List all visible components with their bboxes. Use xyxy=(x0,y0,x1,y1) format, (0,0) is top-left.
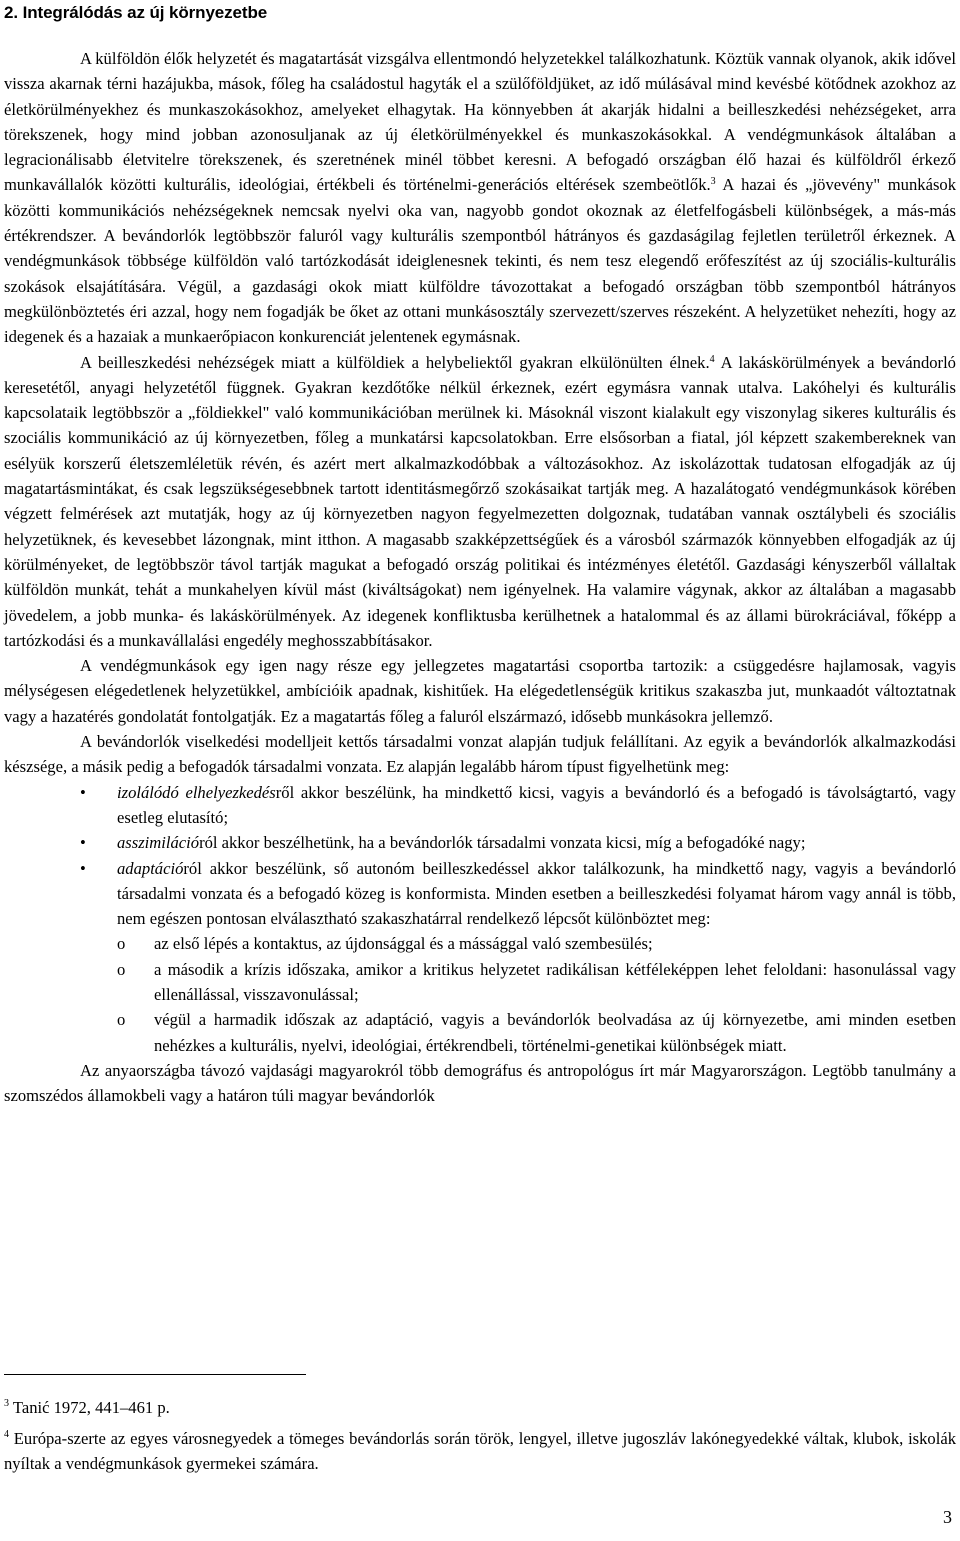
footnote-ref-3: 3 xyxy=(710,176,716,188)
footnote-3 xyxy=(4,1395,956,1420)
footnotes xyxy=(4,1395,956,1476)
bullet-marker: • xyxy=(80,833,86,853)
footnote-4 xyxy=(4,1426,956,1476)
bullet-text: ról akkor beszélünk, ső autonóm beilleszkedéssel akkor találkozunk, ha mindkettő nagy, vagyis a bevándorló társadalmi vonzata és a befogadó közeg is konformista. Minden esetben a beilleszkedési folyamat három vagy annál is több, nem egészen pontosan elválasztható szakaszhatárral rendelkező lépcsőt különböztet meg: xyxy=(117,858,956,929)
sub-item xyxy=(117,957,956,1008)
bullet-term: asszimiláció xyxy=(117,833,200,853)
paragraph-3: A vendégmunkások egy igen nagy része egy jellegzetes magatartási csoportba tartozik: a csüggedésre hajlamosak, vagyis mélységesen elégedetlenek helyzetükkel, ambícióik apadnak, kishitűek. Ha elégedetlenségük kritikus szakaszba jut, munkaadót változtatnak vagy a hazatérés gondolatát fontolgatják. Ez a magatartás főleg a faluról elszármazó, idősebb munkásokra jellemző. xyxy=(4,656,956,726)
bullet-marker: • xyxy=(80,782,86,802)
bullet-term: adaptáció xyxy=(117,858,184,878)
footnote-text: Tanić 1972, 441–461 p. xyxy=(9,1398,170,1417)
bullet-list xyxy=(4,780,956,1058)
bullet-item xyxy=(4,856,956,1058)
paragraph-1-continued: A hazai és „jövevény" munkások közötti kommunikációs nehézségeknek nemcsak nyelvi oka van, nagyobb gondot okoznak az életfelfogásbeli különbségek, a más-más értékrendszer. A bevándorlók legtöbbször faluról vagy kulturális szempontból hátrányos és gazdaságilag fejletlen területről érkeznek. A vendégmunkások többsége külföldön való tartózkodását ideiglenesnek tekinti, és nem tesz elegendő erőfeszítést az új szociális-kulturális szokások elsajátítására. Végül, a gazdasági okok miatt külföldre távozottakat a befogadó országban több szempontból hátrányos megkülönböztetés éri azzal, hogy nem fogadják be őket az ottani munkásosztály szervezett/szerves részeként. A helyzetüket nehezíti, hogy az idegenek és a hazaiak a munkaerőpiacon konkurenciát jelentenek egymásnak. xyxy=(4,175,956,347)
page-number: 3 xyxy=(943,1507,952,1527)
bullet-text: ról akkor beszélhetünk, ha a bevándorlók társadalmi vonzata kicsi, míg a befogadóké nagy; xyxy=(199,833,806,853)
paragraph-4: A bevándorlók viselkedési modelljeit kettős társadalmi vonzat alapján tudjuk felállítani. Az egyik a bevándorlók alkalmazkodási készsége, a másik pedig a befogadók társadalmi vonzata. Ez alapján legalább három típust figyelhetünk meg: xyxy=(4,732,956,777)
paragraph-2 xyxy=(4,350,956,654)
footnote-divider xyxy=(4,1374,306,1375)
bullet-item xyxy=(4,780,956,831)
paragraph-1 xyxy=(4,46,956,350)
sub-item-text: az első lépés a kontaktus, az újdonsággal és a mássággal való szembesülés; xyxy=(154,934,653,954)
sub-marker: o xyxy=(117,934,126,954)
sub-marker: o xyxy=(117,1010,126,1030)
footnote-number: 4 xyxy=(4,1429,9,1440)
sub-list xyxy=(117,931,956,1057)
bullet-item xyxy=(4,830,956,855)
footnote-text: Európa-szerte az egyes városnegyedek a tömeges bevándorlás során török, lengyel, illetve jugoszláv lakónegyedekké váltak, klubok, iskolák nyíltak a vendégmunkások gyermekei számára. xyxy=(4,1429,956,1473)
section-heading: 2. Integrálódás az új környezetbe xyxy=(4,3,268,22)
bullet-text: ről akkor beszélünk, ha mindkettő kicsi, vagyis a bevándorló és a befogadó is távolságtartó, vagy esetleg elutasító; xyxy=(117,782,956,827)
sub-item-text: végül a harmadik időszak az adaptáció, vagyis a bevándorlók beolvadása az új környezetbe, ami minden esetben nehézkes a kulturális, nyelvi, ideológiai, értékrendbeli, történelmi-genetikai különbségek miatt. xyxy=(154,1010,956,1055)
bullet-term: izolálódó elhelyezkedés xyxy=(117,782,276,802)
sub-item-text: a második a krízis időszaka, amikor a kritikus helyzetet radikálisan kétféleképpen lehet feloldani: hasonulással vagy ellenállással, visszavonulással; xyxy=(154,959,956,1004)
sub-marker: o xyxy=(117,959,126,979)
paragraph-2-text: A beilleszkedési nehézségek miatt a külföldiek a helybeliektől gyakran elkülönülten élnek. xyxy=(80,352,710,372)
paragraph-1-text: A külföldön élők helyzetét és magatartását vizsgálva ellentmondó helyzetekkel találkozhatunk. Köztük vannak olyanok, akik idővel vissza akarnak térni hazájukba, mások, főleg ha családostul hagyták el a szülőföldjüket, az idő múlásával mind kevésbé kötődnek azokhoz az életkörülményekhez és munkaszokásokhoz, amelyeket elhagytak. Ha könnyebben át akarják hidalni a beilleszkedési nehézségeket, arra törekszenek, hogy mind jobban azonosuljanak az új életkörülményekkel és munkaszokásokkal. A vendégmunkások általában a legracionálisabb életvitelre törekszenek, és szeretnének minél többet keresni. A befogadó országban élő hazai és külföldről érkező munkavállalók közötti kulturális, ideológiai, értékbeli és történelmi-generációs eltérések szembeötlők. xyxy=(4,49,956,195)
footnote-number: 3 xyxy=(4,1398,9,1409)
sub-item xyxy=(117,1007,956,1058)
sub-item xyxy=(117,931,956,956)
paragraph-2-continued: A lakáskörülmények a bevándorló keresetétől, anyagi helyzetétől függnek. Gyakran kezdőtőke nélkül érkeznek, ezért egymásra vannak utalva. Lakóhelyi és kulturális kapcsolataik legtöbbször a „földiekkel" való kommunikációban merülnek ki. Másoknál viszont kialakult egy viszonylag sikeres kulturális és szociális kommunikáció az új környezetben, főleg a munkatársi kapcsolatokban. Erre elsősorban a fiatal, jól képzett szakembereknek van esélyük korszerű életszemléletük révén, és azért mert alkalmazkodóbbak a változásokhoz. Az iskolázottak tudatosan elfogadják az új magatartásmintákat, és csak legszükségesebbnek tartott identitásmegőrző szokásaikat tartják meg. A hazalátogató vendégmunkások körében végzett felmérések azt mutatják, hogy az új környezetben nagyon fegyelmezetten dolgoznak, tudatában vannak osztálybeli és szociális helyzetüknek, és kevesebbet lázongnak, mint itthon. A magasabb szakképzettségűek és a városból származók könnyebben elfogadják az új körülményeket, de legtöbbször távol tartják magukat a befogadó ország politikai és intézményes életétől. Gazdasági kényszerből vállaltak külföldön munkát, tehát a munkahelyen kívül mást (kiváltságokat) nem igényelnek. Ha valamire vágynak, akkor az általában a magasabb jövedelem, a jobb munka- és lakáskörülmények. Az idegenek konfliktusba kerülhetnek a hatalommal és az állami bürokráciával, főképp a tartózkodási és a munkavállalási engedély meghosszabbításakor. xyxy=(4,352,956,650)
footnote-ref-4: 4 xyxy=(709,353,715,365)
bullet-marker: • xyxy=(80,858,86,878)
body-text xyxy=(4,46,956,1108)
paragraph-5: Az anyaországba távozó vajdasági magyarokról több demográfus és antropológus írt már Magyarországon. Legtöbb tanulmány a szomszédos államokbeli vagy a határon túli magyar bevándorlók xyxy=(4,1060,956,1106)
